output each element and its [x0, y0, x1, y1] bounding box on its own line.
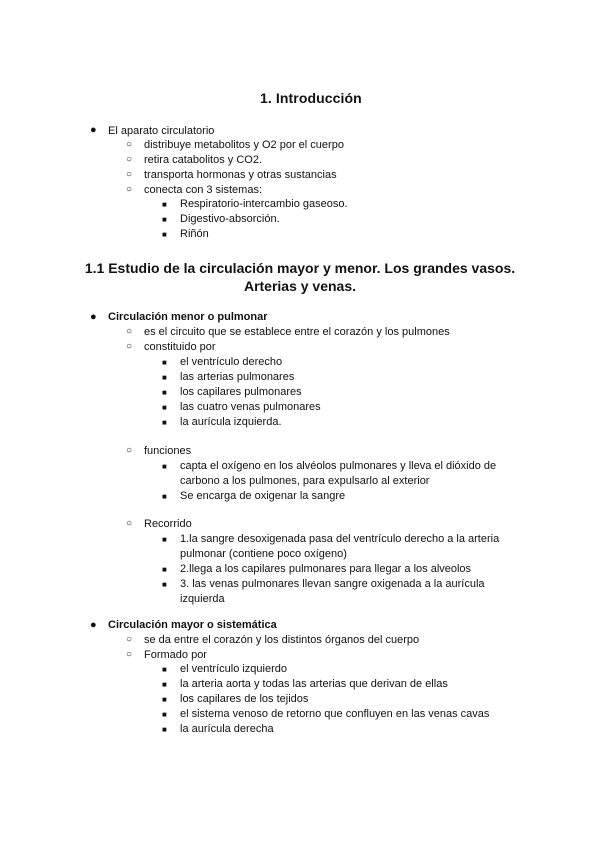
- bullet-marker: ●: [90, 619, 97, 631]
- bullet-marker: ○: [126, 326, 133, 337]
- list-item: retira catabolitos y CO2.: [144, 154, 262, 166]
- bullet-marker: ■: [162, 492, 167, 501]
- bullet-marker: ■: [162, 695, 167, 704]
- bullet-marker: ○: [126, 518, 133, 529]
- bullet-marker: ■: [162, 725, 167, 734]
- bullet-marker: ■: [162, 373, 167, 382]
- bullet-marker: ■: [162, 710, 167, 719]
- bullet-marker: ●: [90, 124, 97, 136]
- list-item: la aurícula derecha: [180, 723, 274, 735]
- list-item: capta el oxígeno en los alvéolos pulmonares y lleva el dióxido de: [180, 460, 497, 472]
- list-item: conecta con 3 sistemas:: [144, 184, 263, 196]
- bullet-marker: ■: [162, 418, 167, 427]
- list-item: 1.la sangre desoxigenada pasa del ventrículo derecho a la arteria: [180, 533, 500, 545]
- list-item: el sistema venoso de retorno que confluyen en las venas cavas: [180, 708, 490, 720]
- bullet-marker: ■: [162, 665, 167, 674]
- bullet-marker: ■: [162, 200, 167, 209]
- list-item: Digestivo-absorción.: [180, 213, 280, 225]
- list-item: 2.llega a los capilares pulmonares para llegar a los alveolos: [180, 563, 472, 575]
- list-item: el ventrículo izquierdo: [180, 663, 288, 675]
- list-heading: Circulación mayor o sistemática: [108, 619, 277, 631]
- list-heading: Circulación menor o pulmonar: [108, 311, 268, 323]
- list-item: distribuye metabolitos y O2 por el cuerpo: [144, 139, 344, 151]
- bullet-marker: ○: [126, 649, 133, 660]
- bullet-marker: ■: [162, 535, 167, 544]
- bullet-marker: ■: [162, 680, 167, 689]
- bullet-marker: ○: [126, 445, 133, 456]
- list-item: Recorrido: [144, 518, 192, 530]
- list-item: los capilares pulmonares: [180, 386, 302, 398]
- bullet-marker: ○: [126, 184, 133, 195]
- list-item: la arteria aorta y todas las arterias que derivan de ellas: [180, 678, 448, 690]
- list-item: El aparato circulatorio: [108, 125, 215, 137]
- bullet-marker: ■: [162, 580, 167, 589]
- list-item-continuation: izquierda: [180, 593, 225, 605]
- list-item: el ventrículo derecho: [180, 356, 283, 368]
- list-item: Formado por: [144, 649, 207, 661]
- list-item: los capilares de los tejidos: [180, 693, 309, 705]
- list-item: transporta hormonas y otras sustancias: [144, 169, 337, 181]
- bullet-marker: ■: [162, 230, 167, 239]
- bullet-marker: ○: [126, 169, 133, 180]
- bullet-marker: ■: [162, 462, 167, 471]
- bullet-marker: ■: [162, 565, 167, 574]
- list-item: las arterias pulmonares: [180, 371, 295, 383]
- list-item: se da entre el corazón y los distintos órganos del cuerpo: [144, 634, 420, 646]
- list-item-continuation: carbono a los pulmones, para expulsarlo al exterior: [180, 475, 430, 487]
- list-item: constituido por: [144, 341, 216, 353]
- list-item: las cuatro venas pulmonares: [180, 401, 321, 413]
- page-title: 1. Introducción: [260, 90, 362, 106]
- bullet-marker: ■: [162, 358, 167, 367]
- section-heading-line1: 1.1 Estudio de la circulación mayor y menor. Los grandes vasos.: [84, 260, 516, 276]
- list-item: funciones: [144, 445, 192, 457]
- section-heading-line2: Arterias y venas.: [243, 278, 357, 294]
- list-item: es el circuito que se establece entre el corazón y los pulmones: [144, 326, 450, 338]
- bullet-marker: ■: [162, 403, 167, 412]
- list-item: Se encarga de oxigenar la sangre: [180, 490, 346, 502]
- list-item-continuation: pulmonar (contiene poco oxígeno): [180, 548, 347, 560]
- bullet-marker: ■: [162, 215, 167, 224]
- bullet-marker: ■: [162, 388, 167, 397]
- bullet-marker: ●: [90, 311, 97, 323]
- list-item: Riñón: [180, 228, 209, 240]
- list-item: 3. las venas pulmonares llevan sangre oxigenada a la aurícula: [180, 578, 485, 590]
- bullet-marker: ○: [126, 634, 133, 645]
- bullet-marker: ○: [126, 139, 133, 150]
- bullet-marker: ○: [126, 154, 133, 165]
- list-item: la aurícula izquierda.: [180, 416, 282, 428]
- bullet-marker: ○: [126, 341, 133, 352]
- list-item: Respiratorio-intercambio gaseoso.: [180, 198, 348, 210]
